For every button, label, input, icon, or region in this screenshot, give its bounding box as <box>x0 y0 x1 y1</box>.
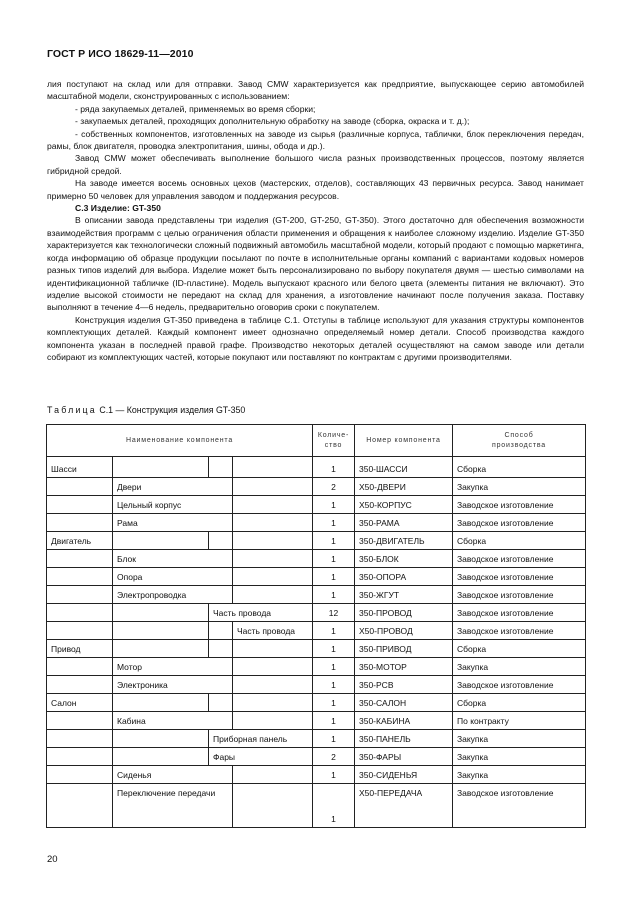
header-method: Способ производства <box>453 425 586 457</box>
empty-cell <box>233 568 313 586</box>
component-part-number: 350-ШАССИ <box>355 457 453 478</box>
list-item: - закупаемых деталей, проходящих дополнительную обработку на заводе (сборка, окраска и т. д.); <box>75 116 470 127</box>
component-quantity: 1 <box>313 514 355 532</box>
component-part-number: 350-РАМА <box>355 514 453 532</box>
empty-cell <box>233 766 313 784</box>
component-quantity: 1 <box>313 586 355 604</box>
table-row <box>47 514 586 532</box>
component-name: Переключение передачи <box>113 784 233 828</box>
table-row <box>47 568 586 586</box>
production-method: Закупка <box>453 478 586 496</box>
component-quantity: 1 <box>313 532 355 550</box>
component-part-number: Х50-КОРПУС <box>355 496 453 514</box>
production-method: Заводское изготовление <box>453 586 586 604</box>
component-name: Опора <box>113 568 233 586</box>
component-part-number: 350-СИДЕНЬЯ <box>355 766 453 784</box>
component-quantity: 1 <box>313 457 355 478</box>
component-name: Привод <box>47 640 113 658</box>
component-name: Мотор <box>113 658 233 676</box>
empty-cell <box>47 586 113 604</box>
empty-cell <box>47 514 113 532</box>
production-method: Сборка <box>453 532 586 550</box>
component-part-number: 350-ДВИГАТЕЛЬ <box>355 532 453 550</box>
empty-cell <box>47 676 113 694</box>
component-name: Шасси <box>47 457 113 478</box>
table-row <box>47 658 586 676</box>
production-method: Заводское изготовление <box>453 676 586 694</box>
component-quantity: 2 <box>313 478 355 496</box>
component-part-number: 350-ОПОРА <box>355 568 453 586</box>
component-name: Двигатель <box>47 532 113 550</box>
component-part-number: Х50-ДВЕРИ <box>355 478 453 496</box>
table-row <box>47 496 586 514</box>
component-part-number: 350-PCB <box>355 676 453 694</box>
body-text <box>47 78 584 363</box>
table-row <box>47 712 586 730</box>
header-name: Наименование компонента <box>47 425 313 457</box>
table-row <box>47 676 586 694</box>
empty-cell <box>113 457 209 478</box>
component-name: Блок <box>113 550 233 568</box>
empty-cell <box>233 478 313 496</box>
production-method: Сборка <box>453 694 586 712</box>
empty-cell <box>209 622 233 640</box>
empty-cell <box>209 694 233 712</box>
component-name: Сиденья <box>113 766 233 784</box>
document-header: ГОСТ Р ИСО 18629-11—2010 <box>47 48 194 60</box>
empty-cell <box>113 640 209 658</box>
component-name: Двери <box>113 478 233 496</box>
production-method: Заводское изготовление <box>453 514 586 532</box>
table-row <box>47 586 586 604</box>
empty-cell <box>113 694 209 712</box>
component-quantity: 1 <box>313 730 355 748</box>
component-quantity: 1 <box>313 568 355 586</box>
empty-cell <box>233 532 313 550</box>
empty-cell <box>209 640 233 658</box>
table-row <box>47 640 586 658</box>
component-quantity: 1 <box>313 550 355 568</box>
empty-cell <box>113 730 209 748</box>
production-method: Закупка <box>453 748 586 766</box>
component-name: Приборная панель <box>209 730 313 748</box>
component-part-number: 350-САЛОН <box>355 694 453 712</box>
production-method: Заводское изготовление <box>453 604 586 622</box>
table-row <box>47 604 586 622</box>
paragraph: Завод CMW может обеспечивать выполнение большого числа разных производственных процессов, поэтому является гибридной средой. <box>47 153 584 176</box>
empty-cell <box>47 604 113 622</box>
component-quantity: 1 <box>313 712 355 730</box>
component-part-number: 350-ПРИВОД <box>355 640 453 658</box>
component-quantity: 1 <box>313 784 355 828</box>
component-part-number: Х50-ПРОВОД <box>355 622 453 640</box>
component-table <box>46 424 586 828</box>
table-caption-prefix: Таблица <box>47 405 97 415</box>
component-name: Электроника <box>113 676 233 694</box>
production-method: Заводское изготовление <box>453 496 586 514</box>
paragraph: Конструкция изделия GT-350 приведена в таблице С.1. Отступы в таблице используют для указания структуры компонентов комплектующих деталей. Каждый компонент имеет однозначно определяемый номер детали. Способ производства каждого компонента указан в последней правой графе. Производство некоторых деталей осуществляют на самом заводе или детали собирают из комплектующих частей, которые покупают или поставляют по контрактам с другими производителями. <box>47 314 584 362</box>
page-number: 20 <box>47 854 58 865</box>
production-method: По контракту <box>453 712 586 730</box>
header-part: Номер компонента <box>355 425 453 457</box>
table-row <box>47 694 586 712</box>
empty-cell <box>209 532 233 550</box>
empty-cell <box>47 550 113 568</box>
component-quantity: 1 <box>313 658 355 676</box>
table-caption <box>47 405 245 415</box>
component-part-number: 350-ПРОВОД <box>355 604 453 622</box>
component-name: Рама <box>113 514 233 532</box>
list-item: - собственных компонентов, изготовленных на заводе из сырья (различные корпуса, таблички, блок переключения передач, рамы, блок двигателя, проводка электропитания, шины, обода и др.). <box>47 128 584 152</box>
production-method: Сборка <box>453 640 586 658</box>
component-name: Электропроводка <box>113 586 233 604</box>
table-row <box>47 457 586 478</box>
empty-cell <box>113 604 209 622</box>
component-name: Цельный корпус <box>113 496 233 514</box>
production-method: Сборка <box>453 457 586 478</box>
empty-cell <box>113 532 209 550</box>
table-row <box>47 748 586 766</box>
empty-cell <box>113 748 209 766</box>
empty-cell <box>233 457 313 478</box>
table-row <box>47 730 586 748</box>
component-quantity: 1 <box>313 676 355 694</box>
component-part-number: 350-БЛОК <box>355 550 453 568</box>
production-method: Заводское изготовление <box>453 784 586 828</box>
production-method: Заводское изготовление <box>453 568 586 586</box>
component-quantity: 1 <box>313 694 355 712</box>
empty-cell <box>233 496 313 514</box>
table-row <box>47 532 586 550</box>
component-quantity: 1 <box>313 640 355 658</box>
component-part-number: 350-ЖГУТ <box>355 586 453 604</box>
component-name: Салон <box>47 694 113 712</box>
table-row <box>47 784 586 828</box>
component-name: Кабина <box>113 712 233 730</box>
table-caption-title: С.1 — Конструкция изделия GT-350 <box>96 405 246 415</box>
empty-cell <box>233 676 313 694</box>
component-quantity: 1 <box>313 622 355 640</box>
empty-cell <box>233 640 313 658</box>
empty-cell <box>233 550 313 568</box>
table-row <box>47 622 586 640</box>
table-row <box>47 478 586 496</box>
empty-cell <box>47 748 113 766</box>
paragraph: В описании завода представлены три изделия (GT-200, GT-250, GT-350). Этого достаточно для обеспечения возможности взаимодействия программ с целью ограничения области применения и обращения к наиболее сложному изделию. Изделие GT-350 характеризуется как технологически сложный подвижный автомобиль масштабной модели, который продают с помощью маркетинга, когда информацию об образце продукции посылают по почте в исполнительные органы компаний с вариантами кодовых номеров разных типов изделий для выбора. Изделие может быть персонализировано по выбору покупателя двумя — шестью символами на идентификационной табличке (ID-пластине). Модель выпускают красного или белого цвета (элементы питания не включают). Это изделие высокой стоимости не передают на склад для хранения, а изготовление начинают после получения заказа. Поставку выполняют в течение 4—6 недель, предварительно оговорив сроки с покупателем. <box>47 215 584 313</box>
component-quantity: 12 <box>313 604 355 622</box>
empty-cell <box>113 622 209 640</box>
header-qty: Количе- ство <box>313 425 355 457</box>
empty-cell <box>233 586 313 604</box>
empty-cell <box>209 457 233 478</box>
empty-cell <box>233 694 313 712</box>
empty-cell <box>47 766 113 784</box>
list-item: - ряда закупаемых деталей, применяемых во время сборки; <box>75 103 316 114</box>
table-row <box>47 766 586 784</box>
component-name: Часть провода <box>233 622 313 640</box>
empty-cell <box>47 622 113 640</box>
paragraph: На заводе имеется восемь основных цехов (мастерских, отделов), составляющих 43 первичных ресурса. Завод нанимает примерно 50 человек для управления заводом и поддержания ресурсов. <box>47 178 584 201</box>
component-name: Фары <box>209 748 313 766</box>
component-quantity: 1 <box>313 766 355 784</box>
empty-cell <box>47 658 113 676</box>
production-method: Заводское изготовление <box>453 622 586 640</box>
section-heading: С.3 Изделие: GT-350 <box>75 203 161 214</box>
table-header-row <box>47 425 586 457</box>
component-part-number: 350-МОТОР <box>355 658 453 676</box>
component-quantity: 1 <box>313 496 355 514</box>
empty-cell <box>47 568 113 586</box>
empty-cell <box>233 514 313 532</box>
production-method: Закупка <box>453 658 586 676</box>
component-name: Часть провода <box>209 604 313 622</box>
empty-cell <box>47 730 113 748</box>
empty-cell <box>47 496 113 514</box>
table-row <box>47 550 586 568</box>
component-part-number: Х50-ПЕРЕДАЧА <box>355 784 453 828</box>
empty-cell <box>233 712 313 730</box>
production-method: Закупка <box>453 766 586 784</box>
empty-cell <box>47 784 113 828</box>
production-method: Заводское изготовление <box>453 550 586 568</box>
empty-cell <box>47 712 113 730</box>
component-quantity: 2 <box>313 748 355 766</box>
component-part-number: 350-ФАРЫ <box>355 748 453 766</box>
production-method: Закупка <box>453 730 586 748</box>
component-part-number: 350-КАБИНА <box>355 712 453 730</box>
empty-cell <box>233 658 313 676</box>
empty-cell <box>233 784 313 828</box>
empty-cell <box>47 478 113 496</box>
paragraph: лия поступают на склад или для отправки. Завод CMW характеризуется как предприятие, выпускающее серию автомобилей масштабной модели, сконструированных с использованием: <box>47 79 584 102</box>
component-part-number: 350-ПАНЕЛЬ <box>355 730 453 748</box>
